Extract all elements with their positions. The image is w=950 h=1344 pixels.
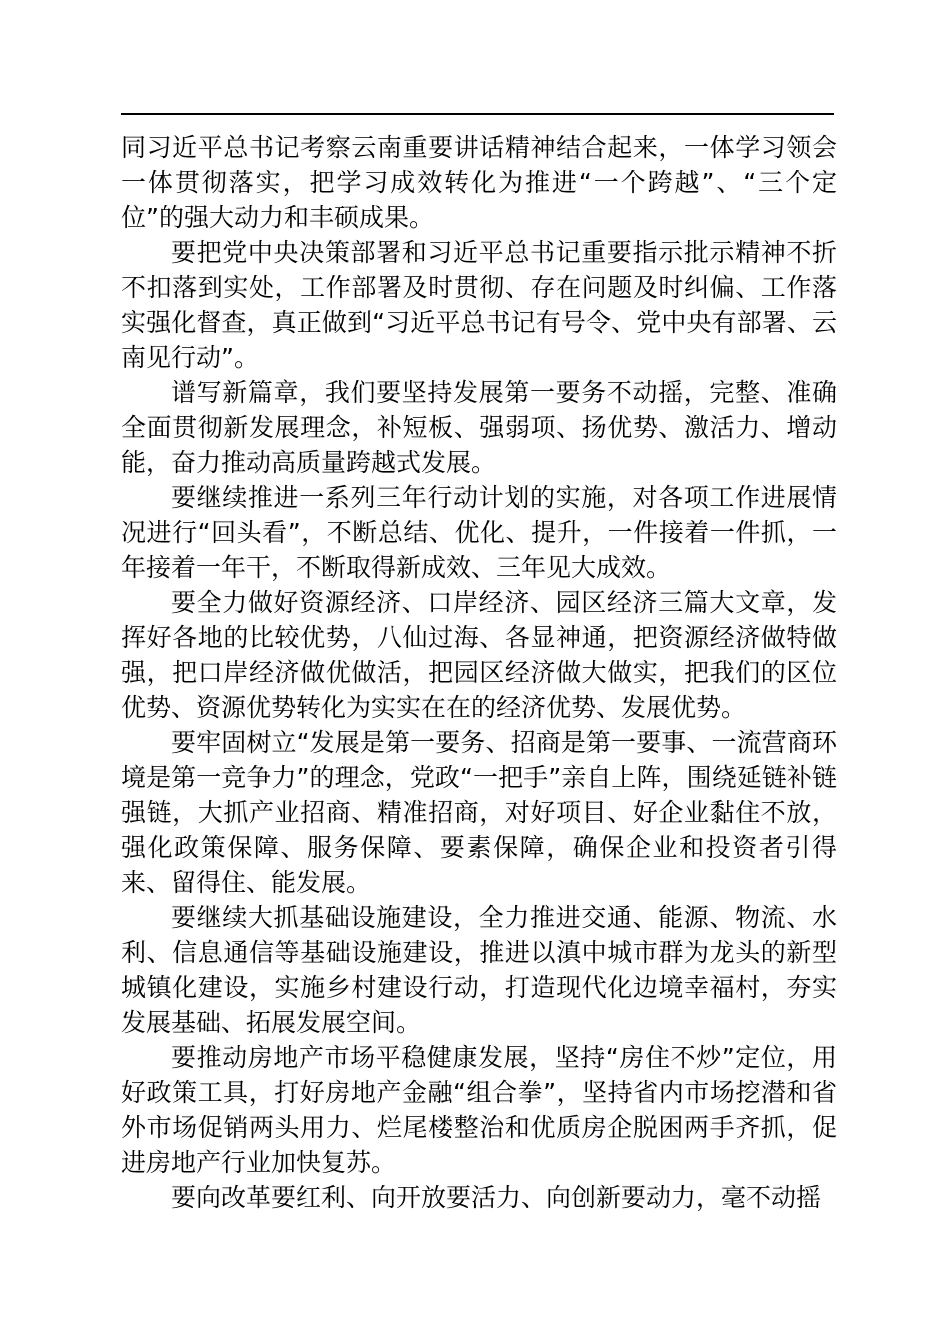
paragraph: 谱写新篇章，我们要坚持发展第一要务不动摇，完整、准确全面贯彻新发展理念，补短板、强弱项、扬优势、激活力、增动能，奋力推动高质量跨越式发展。 xyxy=(121,378,837,477)
header-rule xyxy=(121,113,834,115)
paragraph: 要向改革要红利、向开放要活力、向创新要动力，毫不动摇 xyxy=(171,1183,822,1212)
paragraph: 要继续大抓基础设施建设，全力推进交通、能源、物流、水利、信息通信等基础设施建设，推进以滇中城市群为龙头的新型城镇化建设，实施乡村建设行动，打造现代化边境幸福村，夯实发展基础、拓展发展空间。 xyxy=(121,903,837,1037)
paragraph: 同习近平总书记考察云南重要讲话精神结合起来，一体学习领会一体贯彻落实，把学习成效转化为推进“一个跨越”、“三个定位”的强大动力和丰硕成果。 xyxy=(121,133,837,232)
body-text xyxy=(121,130,837,1215)
paragraph: 要继续推进一系列三年行动计划的实施，对各项工作进展情况进行“回头看”，不断总结、优化、提升，一件接着一件抓，一年接着一年干，不断取得新成效、三年见大成效。 xyxy=(121,483,837,582)
paragraph: 要推动房地产市场平稳健康发展，坚持“房住不炒”定位，用好政策工具，打好房地产金融“组合拳”，坚持省内市场挖潜和省外市场促销两头用力、烂尾楼整治和优质房企脱困两手齐抓，促进房地产行业加快复苏。 xyxy=(121,1043,837,1177)
paragraph: 要把党中央决策部署和习近平总书记重要指示批示精神不折不扣落到实处，工作部署及时贯彻、存在问题及时纠偏、工作落实强化督查，真正做到“习近平总书记有号令、党中央有部署、云南见行动”。 xyxy=(121,238,837,372)
paragraph: 要牢固树立“发展是第一要务、招商是第一要事、一流营商环境是第一竞争力”的理念，党政“一把手”亲自上阵，围绕延链补链强链，大抓产业招商、精准招商，对好项目、好企业黏住不放，强化政策保障、服务保障、要素保障，确保企业和投资者引得来、留得住、能发展。 xyxy=(121,728,837,897)
paragraph: 要全力做好资源经济、口岸经济、园区经济三篇大文章，发挥好各地的比较优势，八仙过海、各显神通，把资源经济做特做强，把口岸经济做优做活，把园区经济做大做实，把我们的区位优势、资源优势转化为实实在在的经济优势、发展优势。 xyxy=(121,588,837,722)
